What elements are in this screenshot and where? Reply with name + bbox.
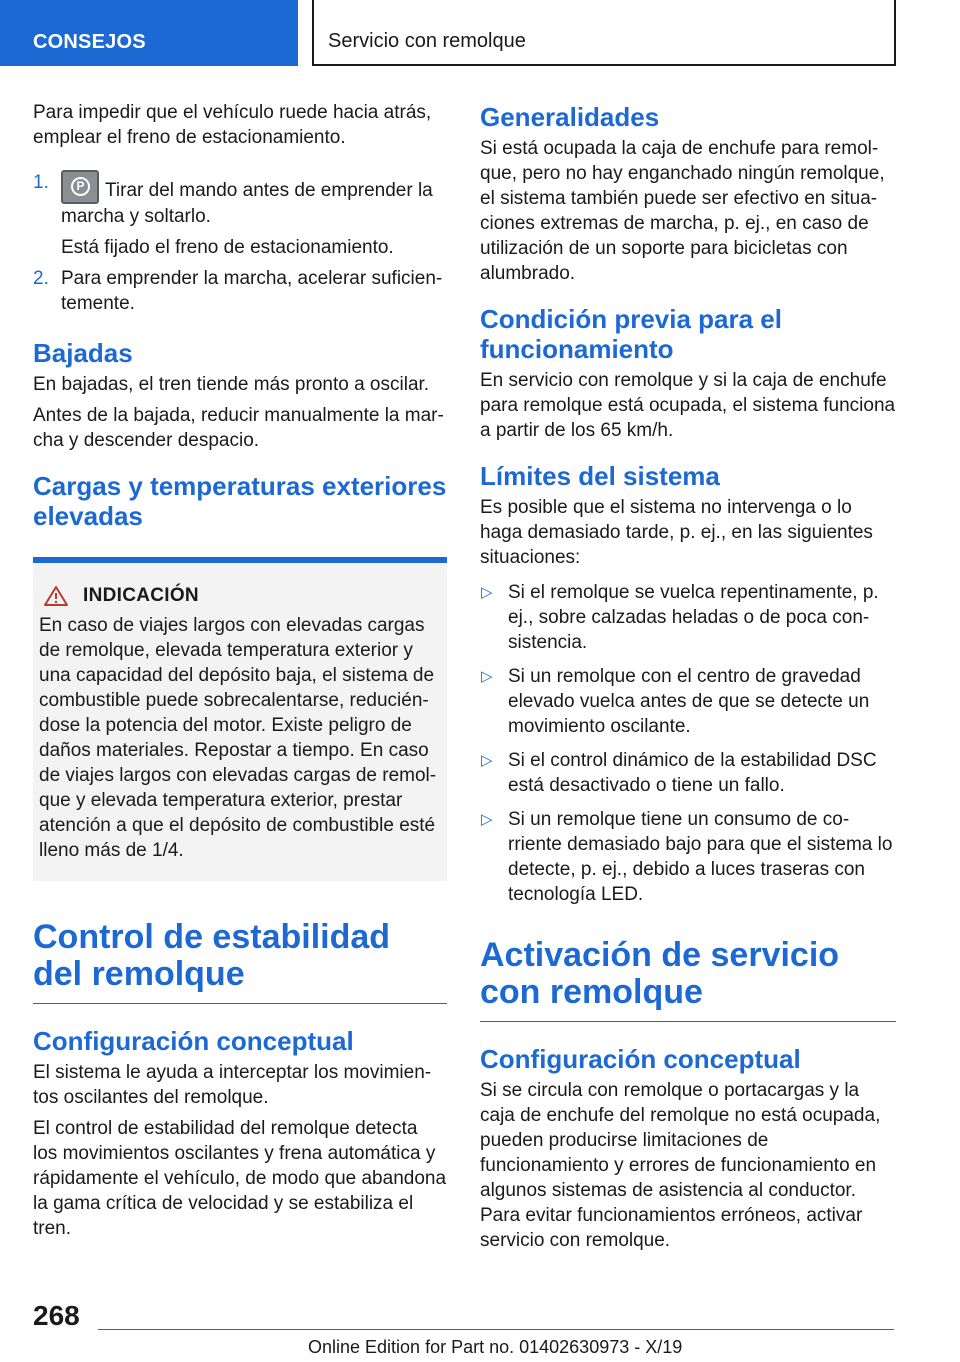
cargas-heading: Cargas y temperaturas exteriores elevadas xyxy=(33,471,447,531)
intro-paragraph: Para impedir que el vehículo ruede hacia atrás, emplear el freno de estacionamiento. xyxy=(33,102,432,148)
footer-edition: Online Edition for Part no. 01402630973 - X/19 xyxy=(308,1337,683,1357)
header-title: Servicio con remolque xyxy=(328,30,526,52)
generalidades-paragraph: Si está ocupada la caja de enchufe para remolque, pero no hay enganchado ningún remolque, el sistema también puede ser efectivo en situaciones extremas de marcha, p. ej., en caso de utilización de un soporte para bicicletas con alumbrado. xyxy=(480,138,885,284)
bajadas-paragraph-2: Antes de la bajada, reducir manualmente la marcha y descender despacio. xyxy=(33,405,444,451)
header-title-box xyxy=(312,0,896,66)
config-conceptual-heading: Configuración conceptual xyxy=(33,1026,354,1056)
config-paragraph-2: El control de estabilidad del remolque detecta los movimientos oscilantes y frena automática y rápidamente el vehículo, de modo que abandona la gama crítica de velocidad y se estabiliza el tren. xyxy=(33,1118,447,1239)
triangle-bullet-icon: ▷ xyxy=(481,811,493,828)
warning-icon xyxy=(43,585,69,607)
condicion-previa-heading: Condición previa para el funcionamiento xyxy=(480,304,782,364)
left-column xyxy=(33,100,447,1247)
step-2-number: 2. xyxy=(33,268,49,289)
step-1-result: Está fijado el freno de estacionamiento. xyxy=(61,237,394,258)
parking-brake-icon: P xyxy=(61,170,99,204)
header-section-tab xyxy=(0,0,298,66)
control-estabilidad-heading: Control de estabilidad del remolque xyxy=(33,919,447,1004)
right-column xyxy=(480,100,896,1259)
act-config-conceptual-heading: Configuración conceptual xyxy=(480,1044,801,1074)
header-section-label: CONSEJOS xyxy=(33,31,146,53)
notice-title: INDICACIÓN xyxy=(83,585,199,606)
act-config-paragraph: Si se circula con remolque o portacargas y la caja de enchufe del remolque no está ocupada, pueden producirse limitaciones de funcionamiento y errores de funcionamiento en algunos sistemas de asistencia al conductor. Para evitar funcionamientos erróneos, activar servicio con remolque. xyxy=(480,1080,881,1251)
footer-divider xyxy=(98,1329,894,1330)
triangle-bullet-icon: ▷ xyxy=(481,584,493,601)
notice-text: En caso de viajes largos con elevadas cargas de remolque, elevada temperatura exterior y una capacidad del depósito baja, el sistema de combustible puede sobrecalentarse, reduciéndose la potencia del motor. Existe peligro de daños materiales. Repostar a tiempo. En caso de viajes largos con elevadas cargas de remolque y elevada temperatura exterior, prestar atención a que el depósito de combustible esté lleno más de 1/4. xyxy=(39,615,437,861)
triangle-bullet-icon: ▷ xyxy=(481,752,493,769)
config-paragraph-1: El sistema le ayuda a interceptar los movimientos oscilantes del remolque. xyxy=(33,1062,432,1108)
list-item: ▷ Si el remolque se vuelca repentinamente, p. ej., sobre calzadas heladas o de poca consistencia. xyxy=(481,582,879,653)
limites-heading: Límites del sistema xyxy=(480,461,720,491)
notice-header xyxy=(43,585,439,607)
step-1-number: 1. xyxy=(33,172,49,193)
list-item: ▷ Si un remolque con el centro de gravedad elevado vuelca antes de que se detecte un movimiento oscilante. xyxy=(481,666,870,737)
bajadas-heading: Bajadas xyxy=(33,338,133,368)
activacion-heading: Activación de servicio con remolque xyxy=(480,937,896,1022)
triangle-bullet-icon: ▷ xyxy=(481,668,493,685)
limites-list xyxy=(480,580,896,907)
list-item: ▷ Si el control dinámico de la estabilidad DSC está desactivado o tiene un fallo. xyxy=(481,750,877,796)
list-item: ▷ Si un remolque tiene un consumo de corriente demasiado bajo para que el sistema lo detecte, p. ej., debido a luces traseras con tecnología LED. xyxy=(481,809,893,905)
limites-paragraph: Es posible que el sistema no intervenga o lo haga demasiado tarde, p. ej., en las siguientes situaciones: xyxy=(480,497,873,568)
step-2-text: Para emprender la marcha, acelerar suficientemente. xyxy=(61,268,443,314)
notice-box xyxy=(33,557,447,881)
bajadas-paragraph-1: En bajadas, el tren tiende más pronto a oscilar. xyxy=(33,374,430,395)
step-1-text: Tirar del mando antes de emprender la marcha y soltarlo. xyxy=(61,180,433,227)
page-number: 268 xyxy=(33,1300,80,1331)
step-2 xyxy=(33,266,447,316)
generalidades-heading: Generalidades xyxy=(480,102,660,132)
step-1 xyxy=(33,170,447,229)
condicion-previa-paragraph: En servicio con remolque y si la caja de enchufe para remolque está ocupada, el sistema funciona a partir de los 65 km/h. xyxy=(480,370,896,441)
